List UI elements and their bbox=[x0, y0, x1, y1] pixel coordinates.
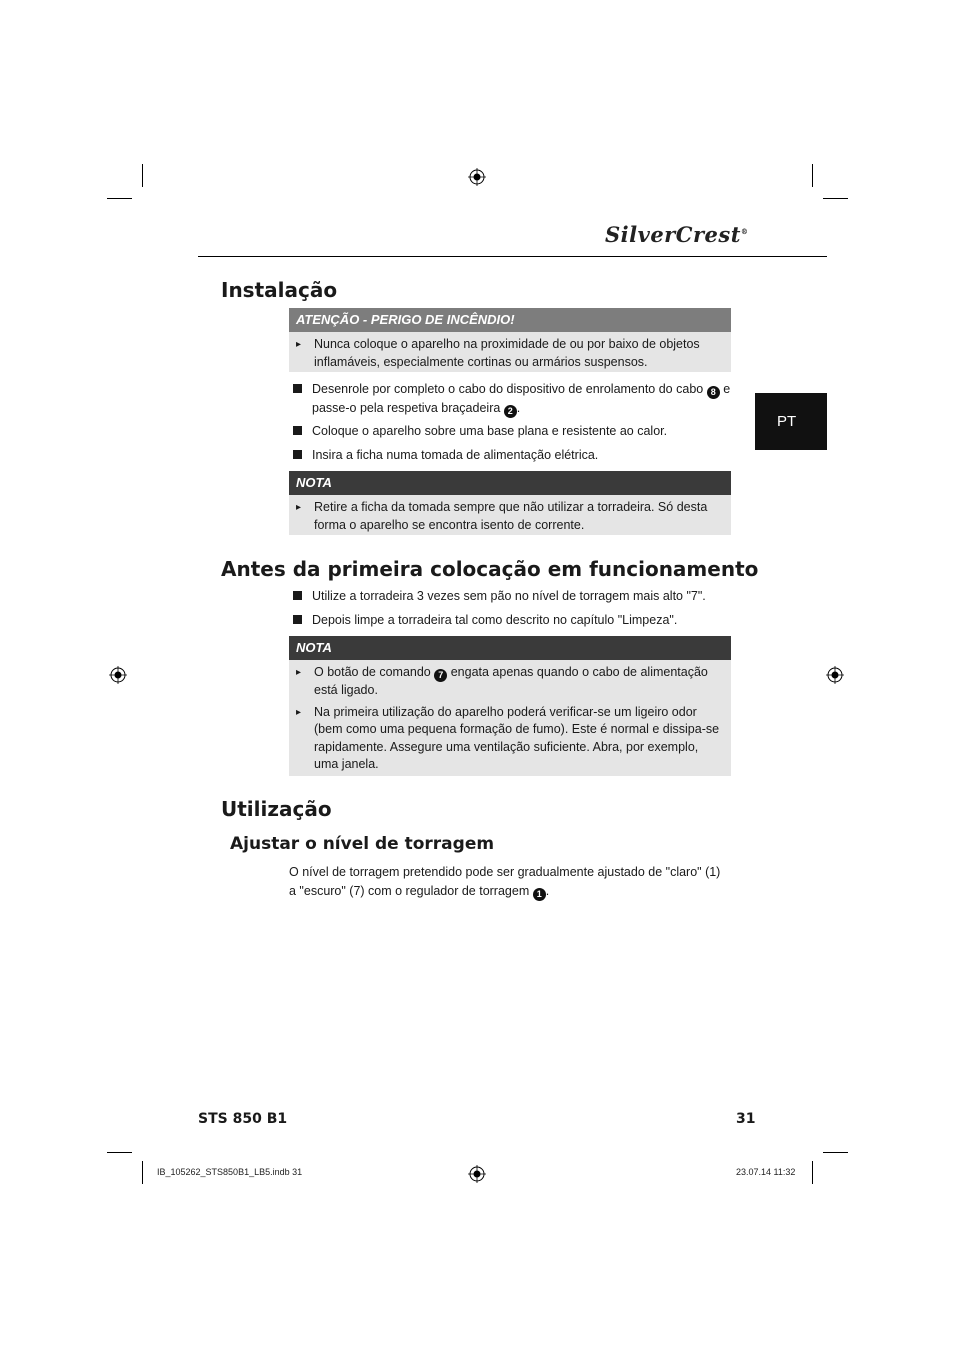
crop-mark bbox=[142, 164, 143, 187]
header-rule bbox=[198, 256, 827, 257]
registration-crosshair-icon bbox=[468, 1165, 486, 1183]
arrow-icon: ▸ bbox=[296, 667, 302, 678]
note-heading: NOTA bbox=[289, 471, 731, 495]
crop-mark bbox=[812, 1161, 813, 1184]
part-number-badge: 7 bbox=[434, 669, 447, 682]
arrow-icon: ▸ bbox=[296, 706, 302, 718]
list-item: Utilize a torradeira 3 vezes sem pão no nível de torragem mais alto "7". bbox=[293, 587, 733, 605]
note-box bbox=[289, 471, 731, 535]
footer-model: STS 850 B1 bbox=[198, 1111, 288, 1127]
note-box bbox=[289, 636, 731, 776]
square-bullet-icon bbox=[293, 591, 302, 600]
registration-crosshair-icon bbox=[826, 666, 844, 684]
crop-mark bbox=[823, 1152, 848, 1153]
warning-box bbox=[289, 308, 731, 372]
body-paragraph: O nível de torragem pretendido pode ser gradualmente ajustado de "claro" (1) a "escuro" (7) com o regulador de torragem 1 . bbox=[289, 865, 721, 899]
list-item: Depois limpe a torradeira tal como descrito no capítulo "Limpeza". bbox=[293, 611, 733, 629]
arrow-icon: ▸ bbox=[296, 339, 302, 350]
square-bullet-icon bbox=[293, 615, 302, 624]
print-slug-file: IB_105262_STS850B1_LB5.indb 31 bbox=[157, 1167, 303, 1177]
part-number-badge: 8 bbox=[707, 386, 720, 399]
part-number-badge: 2 bbox=[504, 405, 517, 418]
page-number: 31 bbox=[736, 1111, 756, 1127]
list-item: Coloque o aparelho sobre uma base plana e resistente ao calor. bbox=[293, 422, 733, 440]
crop-mark bbox=[812, 164, 813, 187]
warning-heading: ATENÇÃO - PERIGO DE INCÊNDIO! bbox=[289, 308, 731, 332]
section-title-usage: Utilização bbox=[221, 797, 332, 821]
list-item: Insira a ficha numa tomada de alimentação elétrica. bbox=[293, 446, 733, 464]
square-bullet-icon bbox=[293, 450, 302, 459]
crop-mark bbox=[142, 1161, 143, 1184]
crop-mark bbox=[823, 198, 848, 199]
registration-crosshair-icon bbox=[468, 168, 486, 186]
crop-mark bbox=[107, 198, 132, 199]
print-slug-date: 23.07.14 11:32 bbox=[736, 1167, 796, 1177]
list-item: ▸ O botão de comando 7 engata apenas quando o cabo de alimentação está ligado. bbox=[296, 665, 708, 697]
registration-crosshair-icon bbox=[109, 666, 127, 684]
section-title-installation: Instalação bbox=[221, 278, 338, 302]
list-item: ▸ Nunca coloque o aparelho na proximidade de ou por baixo de objetos inflamáveis, especialmente cortinas ou armários suspensos. bbox=[296, 337, 700, 369]
subsection-title-browning: Ajustar o nível de torragem bbox=[230, 834, 495, 854]
note-heading: NOTA bbox=[289, 636, 731, 660]
square-bullet-icon bbox=[293, 426, 302, 435]
list-item: ▸ Na primeira utilização do aparelho poderá verificar-se um ligeiro odor (bem como uma pequena formação de fumo). Este é normal e dissipa-se rapidamente. Assegure uma ventilação suficiente. Abra, por exemplo, uma janela. bbox=[296, 704, 720, 771]
arrow-icon: ▸ bbox=[296, 502, 302, 513]
list-item: ▸ Retire a ficha da tomada sempre que não utilizar a torradeira. Só desta forma o aparelho se encontra isento de corrente. bbox=[296, 500, 708, 532]
list-item: Desenrole por completo o cabo do dispositivo de enrolamento do cabo 8 e passe-o pela respetiva braçadeira 2 . bbox=[293, 380, 733, 418]
language-tab: PT bbox=[755, 393, 827, 450]
section-title-first-use: Antes da primeira colocação em funcionamento bbox=[221, 557, 759, 581]
brand-logo: SilverCrest® bbox=[605, 222, 749, 247]
crop-mark bbox=[107, 1152, 132, 1153]
square-bullet-icon bbox=[293, 384, 302, 393]
part-number-badge: 1 bbox=[533, 888, 546, 901]
